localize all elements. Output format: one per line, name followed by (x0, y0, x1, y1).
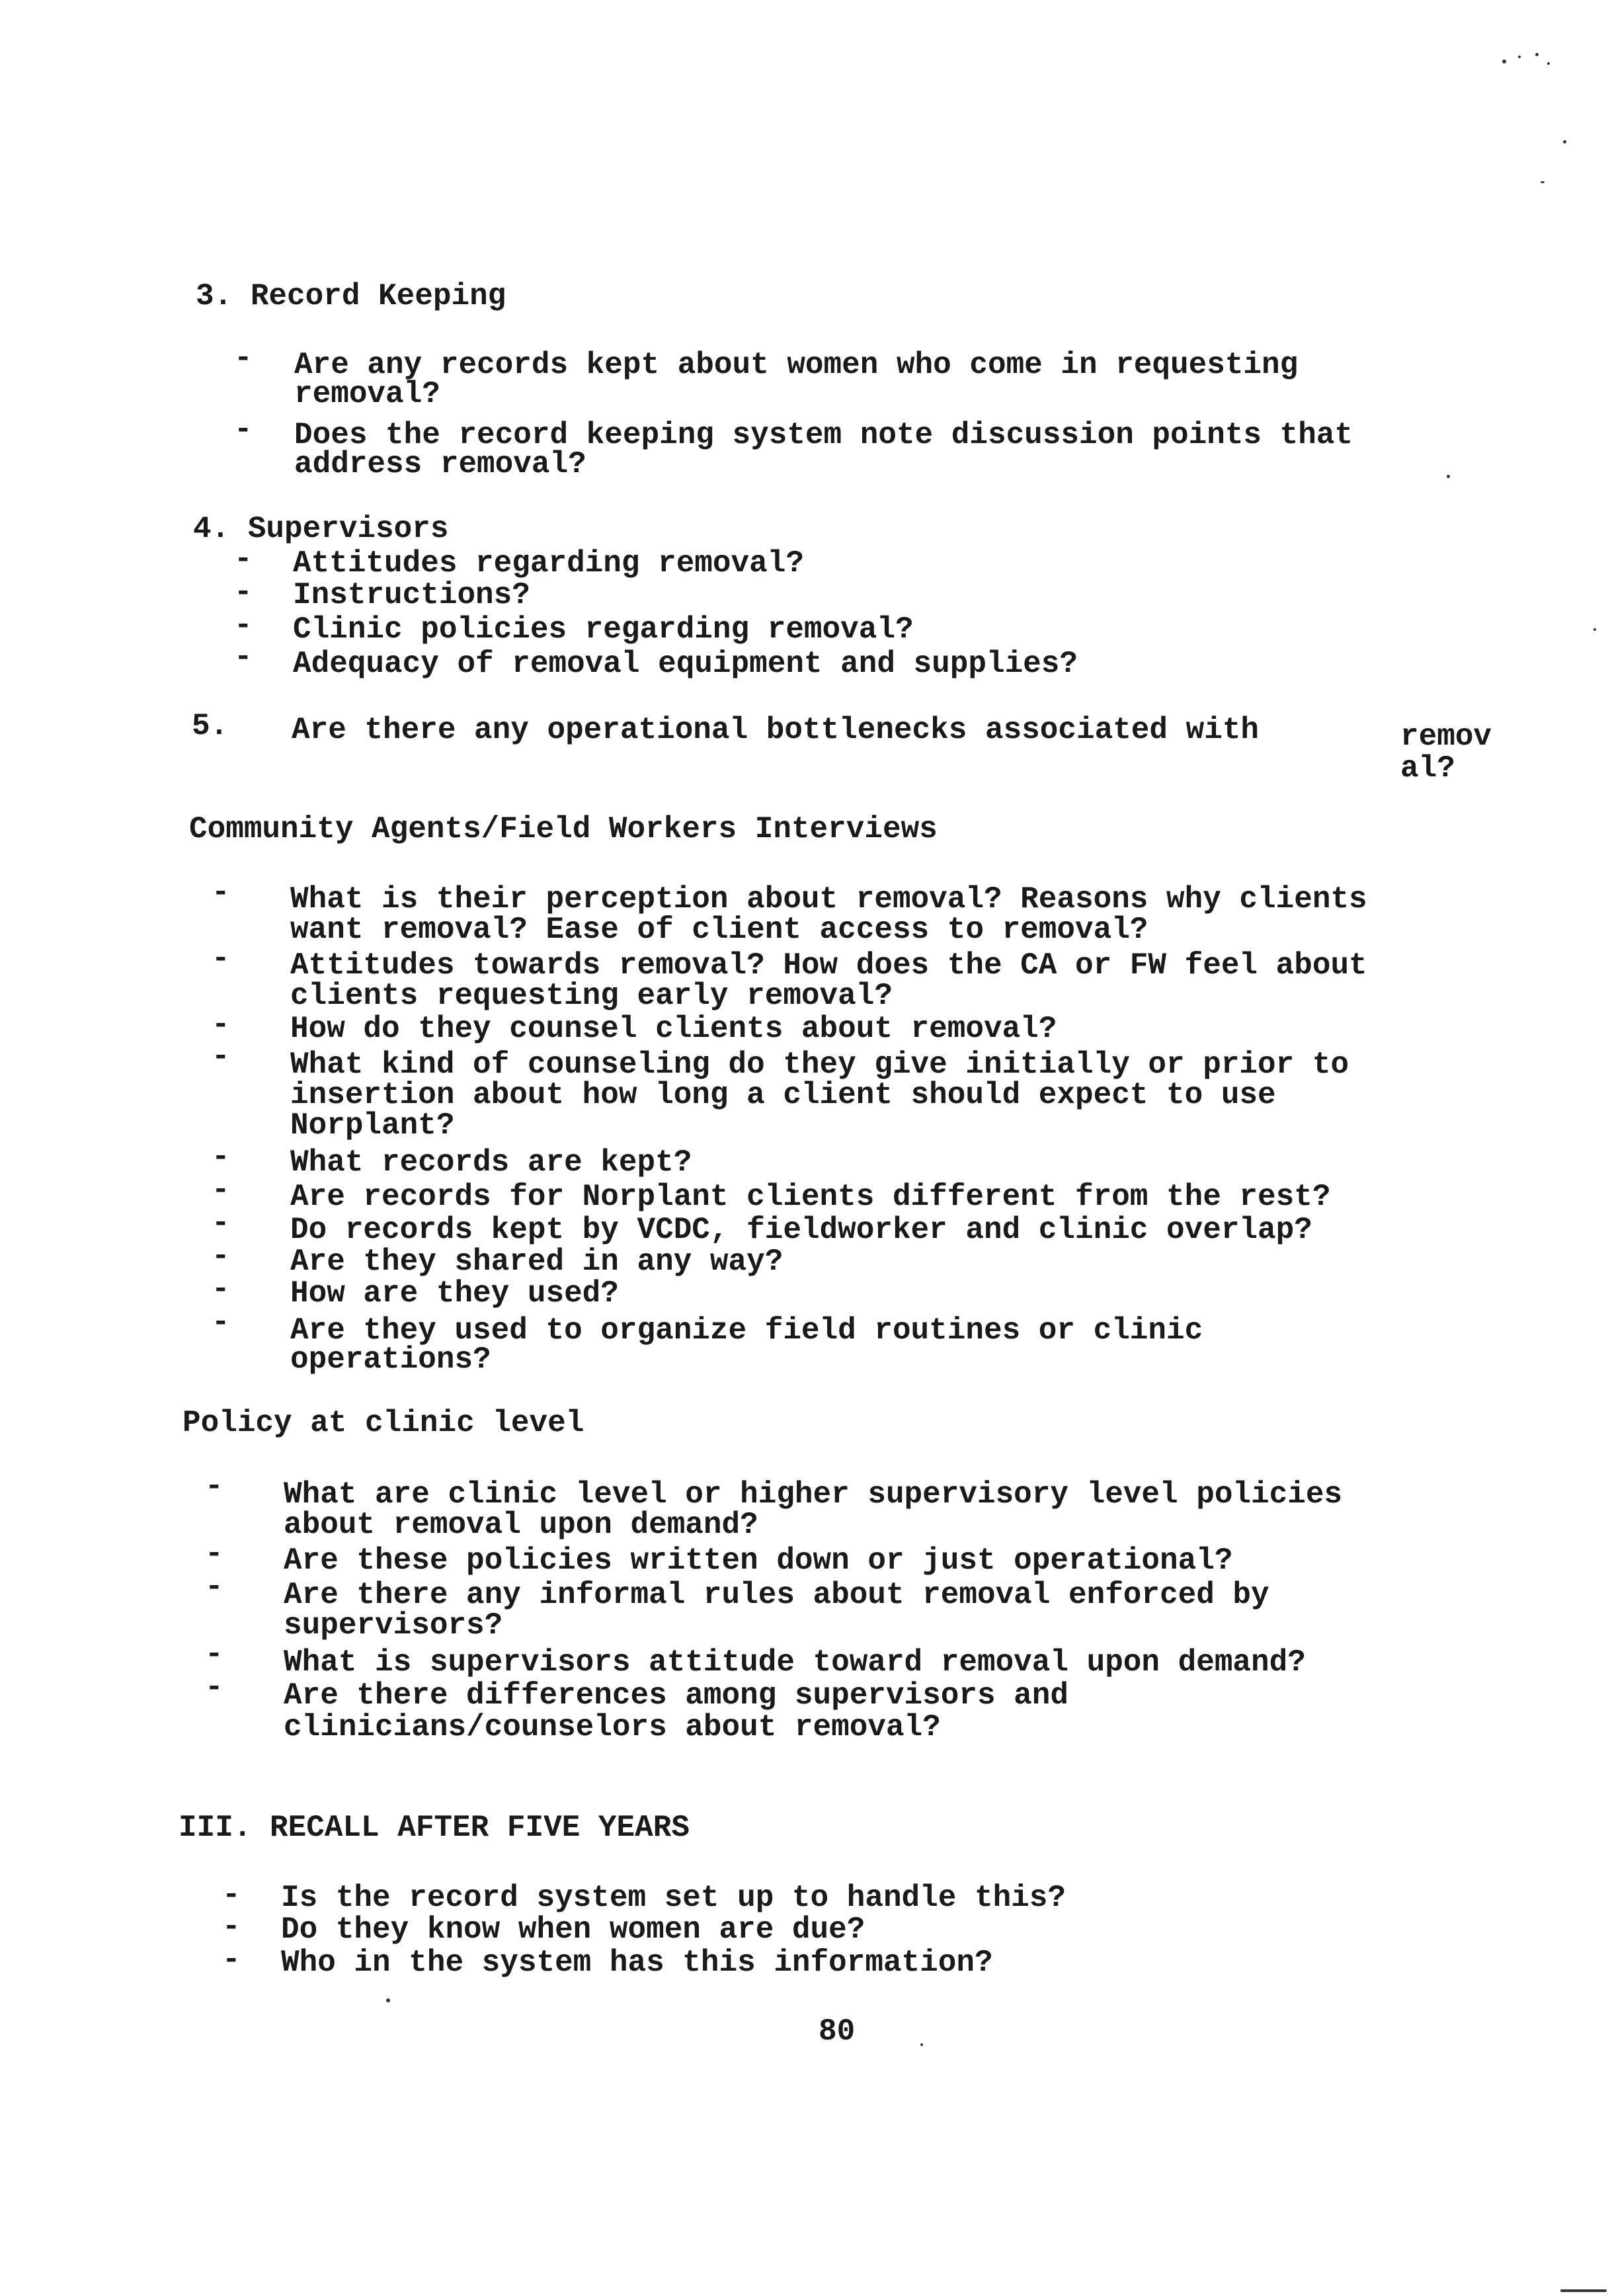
community-item-9: How are they used? (290, 1276, 619, 1311)
bullet-dash: - (222, 1943, 241, 1977)
policy-item-5-line-1: Are there differences among supervisors and (284, 1678, 1068, 1713)
scan-speck (1447, 475, 1450, 478)
bullet-dash: - (212, 1173, 230, 1208)
section-4-item-2: Instructions? (293, 578, 530, 612)
policy-item-2: Are these policies written down or just operational? (284, 1543, 1233, 1578)
policy-item-1-line-1: What are clinic level or higher supervisory level policies (284, 1477, 1343, 1512)
community-item-4-line-1: What kind of counseling do they give initially or prior to (290, 1047, 1349, 1082)
community-item-10-line-1: Are they used to organize field routines or clinic (290, 1313, 1203, 1348)
bullet-dash: - (205, 1670, 223, 1705)
scan-speck (1593, 628, 1596, 631)
bullet-dash: - (212, 1140, 230, 1174)
bullet-dash: - (205, 1637, 223, 1672)
section-5-number: 5. (192, 709, 229, 743)
community-item-7: Do records kept by VCDC, fieldworker and clinic overlap? (290, 1213, 1312, 1247)
bullet-dash: - (212, 1239, 230, 1274)
community-item-10-line-2: operations? (290, 1342, 491, 1377)
policy-item-5-line-2: clinicians/counselors about removal? (284, 1710, 941, 1744)
community-item-5: What records are kept? (290, 1145, 692, 1180)
policy-item-3-line-1: Are there any informal rules about removal enforced by (284, 1578, 1269, 1612)
section-5-text: Are there any operational bottlenecks associated with (292, 713, 1260, 747)
section-5-wrap-2: al? (1400, 751, 1455, 786)
section-4-item-4: Adequacy of removal equipment and supplies? (293, 647, 1078, 681)
section-4-item-1: Attitudes regarding removal? (293, 546, 804, 581)
bullet-dash: - (212, 1040, 230, 1074)
scan-speck (1502, 60, 1506, 63)
community-item-8: Are they shared in any way? (290, 1245, 784, 1279)
scan-speck (920, 2043, 923, 2046)
section-4-item-3: Clinic policies regarding removal? (293, 612, 914, 647)
bullet-dash: - (222, 1910, 241, 1944)
recall-item-2: Do they know when women are due? (281, 1912, 865, 1947)
section-3-item-1-line-1: Are any records kept about women who come in requesting (294, 348, 1299, 382)
section-3-item-2-line-1: Does the record keeping system note discussion points that (294, 418, 1353, 452)
page-number: 80 (819, 2014, 856, 2049)
policy-heading: Policy at clinic level (182, 1406, 584, 1440)
scan-speck (1563, 140, 1566, 144)
community-item-6: Are records for Norplant clients different from the rest? (290, 1180, 1331, 1214)
bullet-dash: - (205, 1570, 223, 1604)
bullet-dash: - (234, 341, 253, 376)
bullet-dash: - (212, 942, 230, 976)
section-3-heading: 3. Record Keeping (196, 279, 506, 313)
scan-speck (1535, 53, 1539, 56)
policy-item-4: What is supervisors attitude toward removal upon demand? (284, 1645, 1306, 1680)
bullet-dash: - (205, 1469, 223, 1504)
community-item-4-line-2: insertion about how long a client should expect to use (290, 1078, 1276, 1112)
community-item-2-line-1: Attitudes towards removal? How does the CA or FW feel about (290, 948, 1367, 983)
community-item-1-line-2: want removal? Ease of client access to removal? (290, 913, 1148, 947)
policy-item-3-line-2: supervisors? (284, 1608, 503, 1643)
community-item-1-line-1: What is their perception about removal? Reasons why clients (290, 882, 1367, 917)
recall-heading: III. RECALL AFTER FIVE YEARS (179, 1811, 690, 1845)
community-item-2-line-2: clients requesting early removal? (290, 979, 893, 1013)
bullet-dash: - (212, 1206, 230, 1241)
scan-speck (1541, 181, 1545, 183)
bullet-dash: - (222, 1878, 241, 1912)
community-heading: Community Agents/Field Workers Interviews (189, 812, 938, 846)
scan-speck (386, 1998, 390, 2002)
bullet-dash: - (234, 575, 253, 610)
community-item-3: How do they counsel clients about removal? (290, 1012, 1057, 1046)
bullet-dash: - (212, 876, 230, 910)
section-3-item-1-line-2: removal? (294, 377, 440, 411)
bullet-dash: - (234, 542, 253, 577)
community-item-4-line-3: Norplant? (290, 1108, 455, 1143)
recall-item-3: Who in the system has this information? (281, 1946, 993, 1980)
bullet-dash: - (212, 1305, 230, 1340)
recall-item-1: Is the record system set up to handle this? (281, 1881, 1066, 1915)
bullet-dash: - (205, 1537, 223, 1571)
bullet-dash: - (212, 1272, 230, 1307)
scan-speck (1547, 62, 1550, 65)
section-5-wrap-1: remov (1400, 719, 1492, 754)
scan-edge-mark (1560, 2289, 1607, 2292)
section-3-item-2-line-2: address removal? (294, 447, 586, 481)
policy-item-1-line-2: about removal upon demand? (284, 1508, 758, 1542)
section-4-heading: 4. Supervisors (193, 512, 449, 546)
bullet-dash: - (212, 1008, 230, 1042)
bullet-dash: - (234, 413, 253, 447)
bullet-dash: - (234, 608, 253, 643)
bullet-dash: - (234, 640, 253, 675)
scan-speck (1518, 56, 1521, 58)
